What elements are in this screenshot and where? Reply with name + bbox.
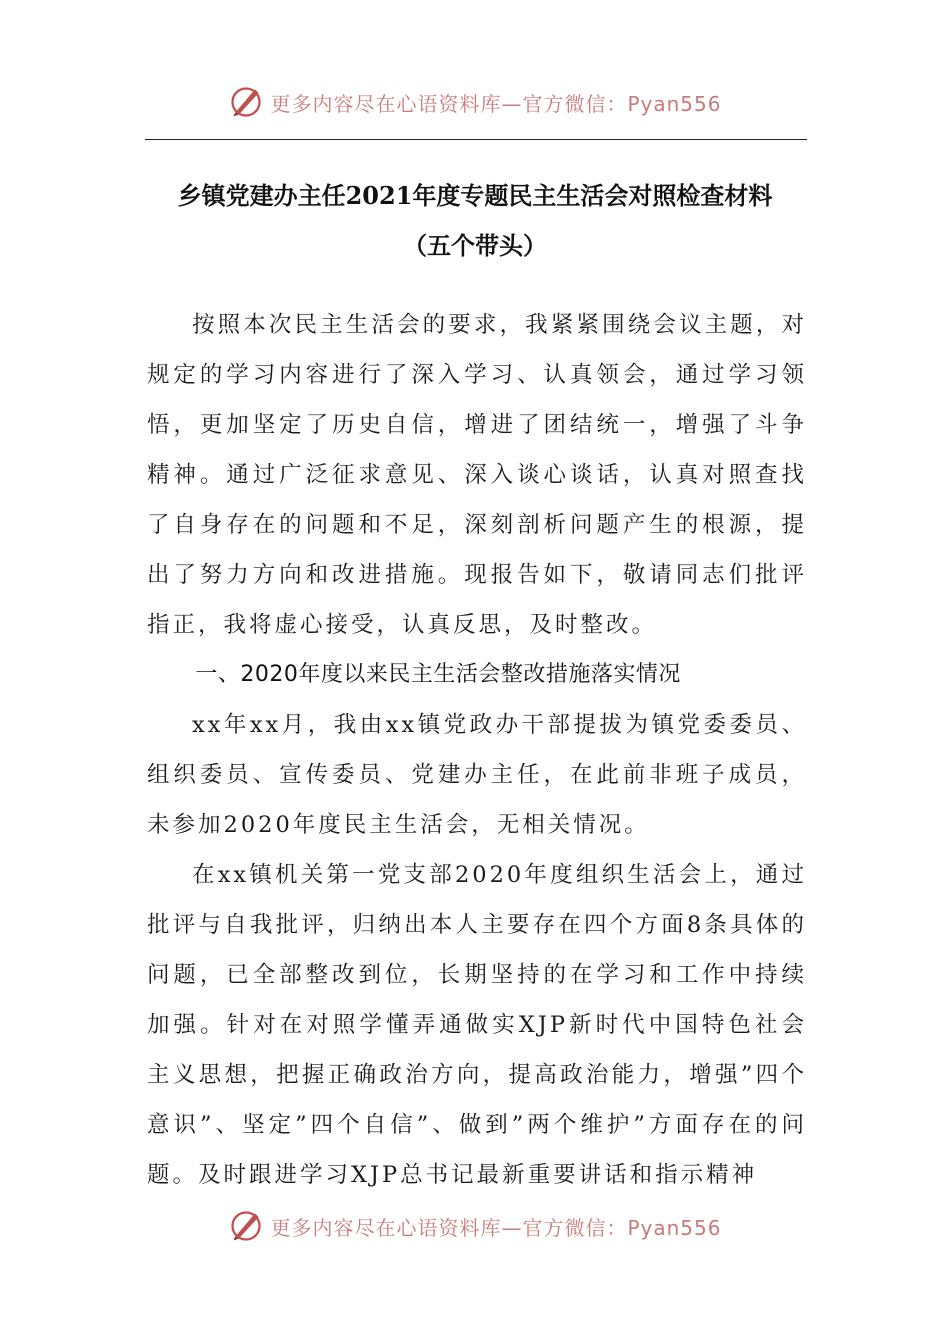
document-body: [147, 300, 807, 1200]
header-watermark: [0, 84, 950, 120]
section-paragraph: xx年xx月，我由xx镇党政办干部提拔为镇党委委员、组织委员、宣传委员、党建办主任，在此前非班子成员，未参加2020年度民主生活会，无相关情况。: [147, 712, 807, 838]
pen-circle-icon: [228, 84, 264, 120]
section-paragraph: 在xx镇机关第一党支部2020年度组织生活会上，通过批评与自我批评，归纳出本人主要存在四个方面8条具体的问题，已全部整改到位，长期坚持的在学习和工作中持续加强。针对在对照学懂弄通做实XJP新时代中国特色社会主义思想，把握正确政治方向，提高政治能力，增强”四个意识”、坚定”四个自信”、做到”两个维护”方面存在的问题。及时跟进学习XJP总书记最新重要讲话和指示精神: [147, 862, 807, 1188]
footer-watermark: [0, 1208, 950, 1244]
intro-paragraph: 按照本次民主生活会的要求，我紧紧围绕会议主题，对规定的学习内容进行了深入学习、认真领会，通过学习领悟，更加坚定了历史自信，增进了团结统一，增强了斗争精神。通过广泛征求意见、深入谈心谈话，认真对照查找了自身存在的问题和不足，深刻剖析问题产生的根源，提出了努力方向和改进措施。现报告如下，敬请同志们批评指正，我将虚心接受，认真反思，及时整改。: [147, 312, 807, 638]
header-rule: [145, 139, 807, 140]
section-heading: 一、2020年度以来民主生活会整改措施落实情况: [195, 662, 681, 687]
document-subtitle: （五个带头）: [403, 231, 547, 260]
pen-circle-icon: [228, 1208, 264, 1244]
document-title: 乡镇党建办主任2021年度专题民主生活会对照检查材料: [177, 181, 773, 210]
watermark-text: 更多内容尽在心语资料库—官方微信：Pyan556: [270, 91, 722, 116]
watermark-text: 更多内容尽在心语资料库—官方微信：Pyan556: [270, 1215, 722, 1240]
